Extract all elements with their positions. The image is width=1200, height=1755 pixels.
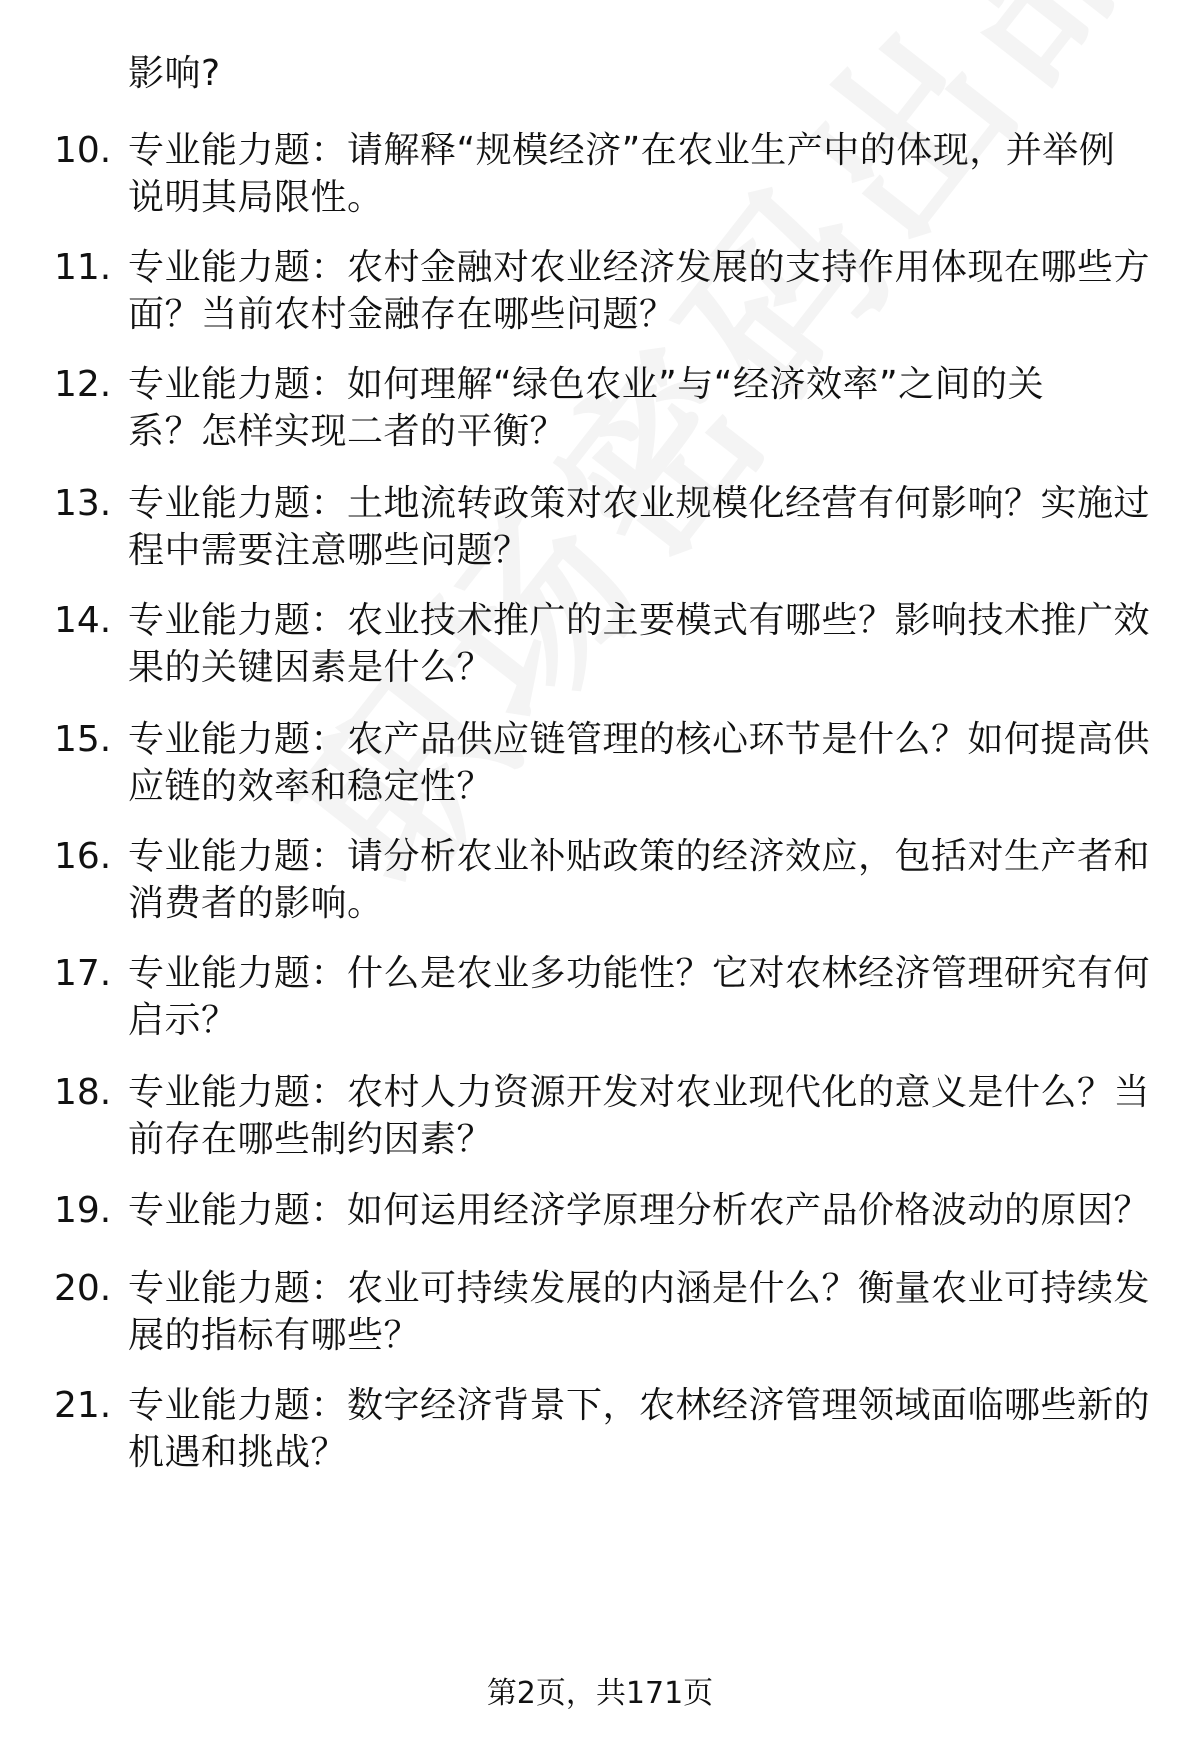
item-number: 15. — [54, 719, 112, 760]
item-text: 展的指标有哪些？ — [128, 1315, 421, 1356]
item-text: 机遇和挑战？ — [128, 1432, 348, 1473]
item-number: 11. — [54, 247, 112, 288]
item-text: 消费者的影响。 — [128, 883, 384, 924]
item-text: 说明其局限性。 — [128, 177, 384, 218]
item-text: 前存在哪些制约因素？ — [128, 1119, 494, 1160]
item-number: 17. — [54, 953, 112, 994]
item-text: 专业能力题：土地流转政策对农业规模化经营有何影响？实施过 — [128, 483, 1151, 524]
item-number: 19. — [54, 1190, 112, 1231]
item-text: 系？怎样实现二者的平衡？ — [128, 411, 567, 452]
item-text: 程中需要注意哪些问题？ — [128, 530, 530, 571]
item-text: 应链的效率和稳定性？ — [128, 766, 494, 807]
item-text: 专业能力题：数字经济背景下，农林经济管理领域面临哪些新的 — [128, 1385, 1151, 1426]
item-text: 专业能力题：请解释“规模经济”在农业生产中的体现，并举例 — [128, 130, 1116, 171]
item-number: 13. — [54, 483, 112, 524]
item-number: 20. — [54, 1268, 112, 1309]
item-number: 12. — [54, 364, 112, 405]
item-text: 专业能力题：农业可持续发展的内涵是什么？衡量农业可持续发 — [128, 1268, 1151, 1309]
item-text: 专业能力题：农村金融对农业经济发展的支持作用体现在哪些方 — [128, 247, 1151, 288]
item-number: 21. — [54, 1385, 112, 1426]
item-text: 专业能力题：如何运用经济学原理分析农产品价格波动的原因？ — [128, 1190, 1151, 1231]
item-text: 专业能力题：农村人力资源开发对农业现代化的意义是什么？当 — [128, 1072, 1151, 1113]
item-text: 专业能力题：农业技术推广的主要模式有哪些？影响技术推广效 — [128, 600, 1151, 641]
item-number: 16. — [54, 836, 112, 877]
item-text: 专业能力题：请分析农业补贴政策的经济效应，包括对生产者和 — [128, 836, 1151, 877]
item-text: 专业能力题：如何理解“绿色农业”与“经济效率”之间的关 — [128, 364, 1045, 405]
item-text: 启示？ — [128, 1000, 238, 1041]
item-number: 14. — [54, 600, 112, 641]
item-number: 18. — [54, 1072, 112, 1113]
item-text: 专业能力题：什么是农业多功能性？它对农林经济管理研究有何 — [128, 953, 1151, 994]
item-text: 果的关键因素是什么？ — [128, 647, 494, 688]
item-number: 10. — [54, 130, 112, 171]
item-text: 专业能力题：农产品供应链管理的核心环节是什么？如何提高供 — [128, 719, 1151, 760]
continuation-text: 影响? — [128, 53, 221, 94]
item-text: 面？当前农村金融存在哪些问题？ — [128, 294, 676, 335]
page-footer: 第2页，共171页 — [486, 1676, 714, 1711]
